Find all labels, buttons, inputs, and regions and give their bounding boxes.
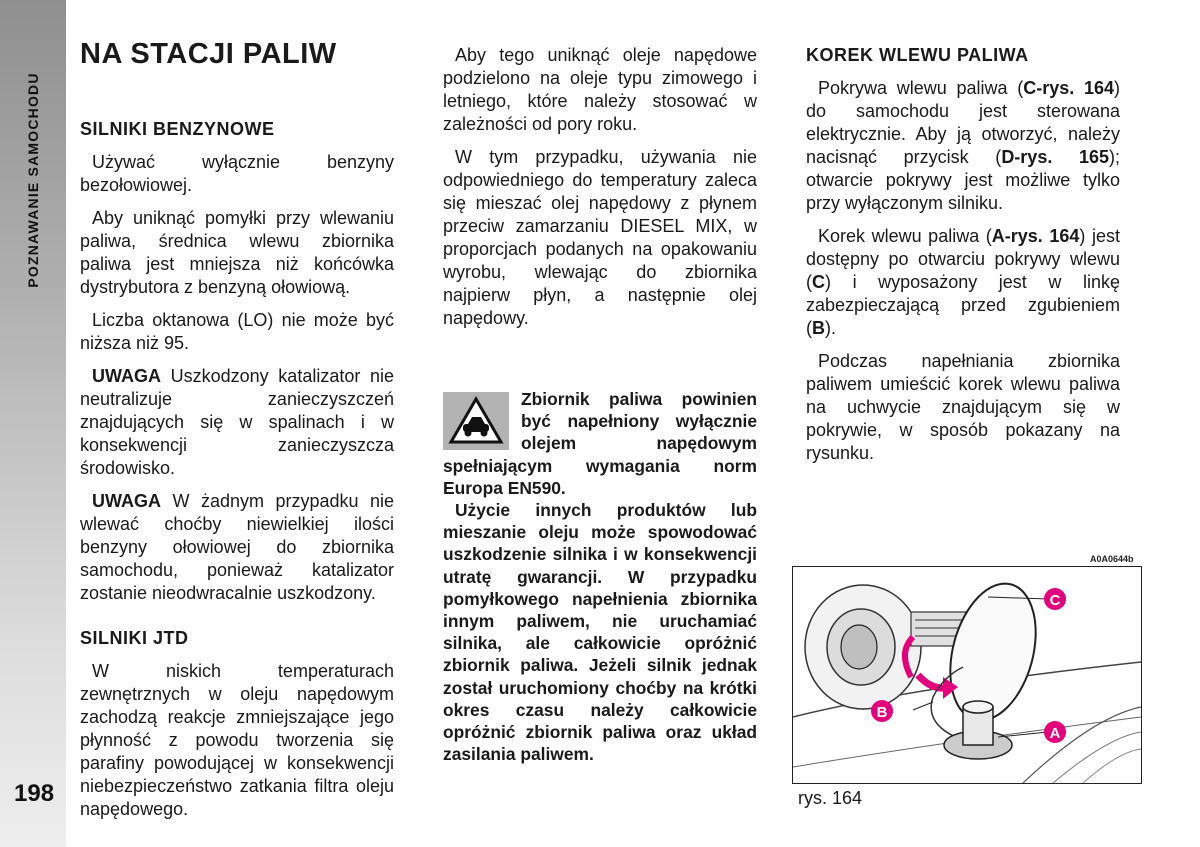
paragraph: Używać wyłącznie benzyny bezołowiowej. xyxy=(80,152,394,195)
text: ). xyxy=(825,318,836,338)
column-1 xyxy=(80,118,394,831)
figure-ref: C-rys. 164 xyxy=(1023,78,1114,98)
figure-caption: rys. 164 xyxy=(798,788,863,808)
sidebar-band xyxy=(0,0,66,847)
figure-ref: D-rys. 165 xyxy=(1001,147,1109,167)
column-2 xyxy=(443,44,757,340)
figure-ref: B xyxy=(812,318,825,338)
warning-paragraph xyxy=(80,365,394,480)
text: Pokrywa wlewu paliwa ( xyxy=(818,78,1024,98)
figure-code: A0A0644b xyxy=(1090,554,1134,564)
heading-fuel-cap: KOREK WLEWU PALIWA xyxy=(806,45,1029,65)
text: ) jest dostępny po otwarciu pokrywy wlewu ( xyxy=(806,226,1120,292)
text: ) do samochodu jest sterowana elektrycznie. Aby ją otworzyć, należy nacisnąć przycisk ( xyxy=(806,78,1120,167)
label-a: A xyxy=(1049,725,1061,742)
paragraph: Aby tego uniknąć oleje napędowe podzielono na oleje typu zimowego i letniego, które należy stosować w zależności od pory roku. xyxy=(443,45,757,134)
paragraph xyxy=(806,225,1120,340)
figure-ref: A-rys. 164 xyxy=(991,226,1080,246)
page-title: NA STACJI PALIW xyxy=(80,38,337,70)
page-number: 198 xyxy=(14,780,55,807)
warning-text: Zbiornik paliwa powinien być napełniony wyłącznie olejem napędowym spełniającym wymagania norm Europa EN590. xyxy=(443,389,757,498)
label-c: C xyxy=(1049,592,1061,609)
section-label: POZNAWANIE SAMOCHODU xyxy=(25,72,41,288)
text: Korek wlewu paliwa ( xyxy=(818,226,992,246)
warning-paragraph xyxy=(80,490,394,605)
warning-label: UWAGA xyxy=(92,491,161,511)
text: ) i wyposażony jest w linkę zabezpieczającą przed zgubieniem ( xyxy=(806,272,1120,338)
paragraph: W niskich temperaturach zewnętrznych w oleju napędowym zachodzą reakcje zmniejszające jego płynność z powodu tworzenia się parafiny powodującej w konsekwencji niebezpieczeństwo zatkania filtra oleju napędowego. xyxy=(80,661,394,819)
fuel-cap-illustration xyxy=(792,566,1142,784)
heading-jtd-engines: SILNIKI JTD xyxy=(80,628,189,648)
paragraph: Aby uniknąć pomyłki przy wlewaniu paliwa, średnica wlewu zbiornika paliwa jest mniejsza niż końcówka dystrybutora z benzyną ołowiową. xyxy=(80,208,394,297)
warning-box xyxy=(443,388,757,765)
text: ); otwarcie pokrywy jest możliwe tylko przy wyłączonym silniku. xyxy=(806,147,1120,213)
warning-text: W żadnym przypadku nie wlewać choćby niewielkiej ilości benzyny ołowiowej do zbiornika samochodu, ponieważ katalizator zostanie nieodwracalnie uszkodzony. xyxy=(80,491,394,603)
paragraph: Liczba oktanowa (LO) nie może być niższa niż 95. xyxy=(80,310,394,353)
warning-text: Uszkodzony katalizator nie neutralizuje zanieczyszczeń znajdujących się w spalinach i w konsekwencji zanieczyszcza środowisko. xyxy=(80,366,394,478)
column-3 xyxy=(806,44,1120,475)
paragraph: W tym przypadku, używania nie odpowiedniego do temperatury zaleca się mieszać olej napędowy z płynem przeciw zamarzaniu DIESEL MIX, w proporcjach podanych na opakowaniu wyrobu, wlewając do zbiornika najpierw płyn, a następnie olej napędowy. xyxy=(443,147,757,328)
figure-ref: C xyxy=(812,272,825,292)
paragraph xyxy=(806,77,1120,215)
car-warning-icon xyxy=(443,392,509,450)
heading-petrol-engines: SILNIKI BENZYNOWE xyxy=(80,119,275,139)
paragraph: Podczas napełniania zbiornika paliwem umieścić korek wlewu paliwa na uchwycie znajdującym się w pokrywie, w sposób pokazany na rysunku. xyxy=(806,351,1120,463)
label-b: B xyxy=(876,704,888,721)
warning-text: Użycie innych produktów lub mieszanie oleju może spowodować uszkodzenie silnika i w konsekwencji utratę gwarancji. W przypadku pomyłkowego napełnienia zbiornika innym paliwem, nie uruchamiać silnika, ale całkowicie opróżnić zbiornik paliwa. Jeżeli silnik jednak został uruchomiony choćby na krótki okres czasu należy całkowicie opróżnić zbiornik paliwa oraz układ zasilania paliwem. xyxy=(443,500,757,765)
warning-label: UWAGA xyxy=(92,366,161,386)
